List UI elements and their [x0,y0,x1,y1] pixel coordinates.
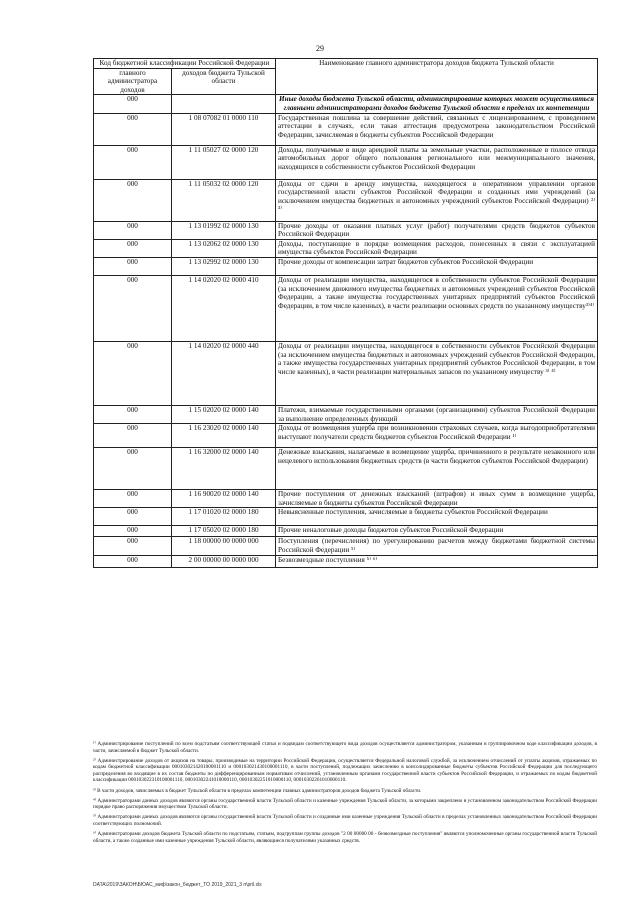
admin-code-cell: 000 [94,424,172,448]
page-number: 29 [316,44,324,53]
section-empty-cell [172,95,276,113]
income-name-cell: Доходы от реализации имущества, находящегося в собственности субъектов Российской Федерации (за исключением движимого имущества бюджетных и автономных учреждений субъектов Российской Федерации, а также имущества государственных унитарных предприятий субъектов Российской Федерации, в том числе казенных), в части реализации основных средств по указанному имуществу³⁾⁴⁾ [276,275,598,341]
income-code-cell: 2 00 00000 00 0000 000 [172,555,276,567]
section-admin-code: 000 [94,95,172,113]
admin-code-cell: 000 [94,221,172,239]
income-code-cell: 1 13 02062 02 0000 130 [172,239,276,257]
income-code-cell: 1 17 05020 02 0000 180 [172,526,276,537]
section-title: Иные доходы бюджета Тульской области, администрирование которых может осуществляться главными администраторами доходов бюджета Тульской области в пределах их компетенции [276,95,598,113]
admin-code-cell: 000 [94,508,172,526]
income-name-cell: Денежные взыскания, налагаемые в возмещение ущерба, причиненного в результате незаконного или нецелевого использования бюджетных средств (в части бюджетов субъектов Российской Федерации) [276,448,598,490]
income-name-cell: Доходы от реализации имущества, находящегося в собственности субъектов Российской Федерации (за исключением имущества бюджетных и автономных учреждений субъектов Российской Федерации, а также имущества государственных унитарных предприятий субъектов Российской Федерации, в том числе казенных), в части реализации материальных запасов по указанному имуществу ³⁾ ⁴⁾ [276,341,598,405]
footnote: ⁵⁾ Администраторами данных доходов являются органы государственной власти Тульской области и созданные ими казенные учреждения Тульской области в пределах установленных законодательством Российской Федерации соответствующих полномочий. [93,814,597,827]
footnote: ¹⁾ Администрирование поступлений по всем подстатьям соответствующей статьи и подвидам соответствующего вида доходов осуществляется администратором, указанным в группировочном коде классификации доходов, в части, зачисляемой в бюджет Тульской области. [93,741,597,754]
admin-code-cell: 000 [94,145,172,179]
admin-code-cell: 000 [94,537,172,555]
table-row [94,526,598,537]
income-name-cell: Прочие неналоговые доходы бюджетов субъектов Российской Федерации [276,526,598,537]
income-name-cell: Прочие доходы от оказания платных услуг (работ) получателями средств бюджетов субъектов Российской Федерации [276,221,598,239]
admin-code-cell: 000 [94,239,172,257]
admin-code-cell: 000 [94,405,172,423]
footnote: ⁴⁾ Администраторами данных доходов являются органы государственной власти Тульской области и казенные учреждения Тульской области, за которыми закреплено в установленном законодательством Российской Федерации порядке право распоряжения имуществом Тульской области. [93,797,597,811]
table-row [94,221,598,239]
income-code-cell: 1 14 02020 02 0000 410 [172,275,276,341]
table-row [94,405,598,423]
header-classification-code: Код бюджетной классификации Российской Федерации [94,59,276,69]
admin-code-cell: 000 [94,113,172,145]
income-code-cell: 1 18 00000 00 0000 000 [172,537,276,555]
table-row [94,113,598,145]
table-row [94,239,598,257]
admin-code-cell: 000 [94,490,172,508]
income-code-cell: 1 14 02020 02 0000 440 [172,341,276,405]
income-code-cell: 1 13 01992 02 0000 130 [172,221,276,239]
income-code-cell: 1 17 01020 02 0000 180 [172,508,276,526]
income-name-cell: Государственная пошлина за совершение действий, связанных с лицензированием, с проведением аттестации в случаях, если такая аттестация предусмотрена законодательством Российской Федерации, зачисляемая в бюджеты субъектов Российской Федерации [276,113,598,145]
file-path-footer: DATA\2019\ЗАКОН\БЮАС_миф\закон_бюджет_TO 2019_2021_3 п\pril.xls [93,882,262,888]
footnote: ⁶⁾ Администраторами доходов бюджета Тульской области по подстатьям, статьям, подгруппам группы доходов "2 00 00000 00 - безвозмездные поступления" являются уполномоченные органы государственной власти Тульской области, а также созданные ими казенные учреждения Тульской области, являющиеся получателями указанных средств. [93,831,597,844]
footnote: ³⁾ В части доходов, зачисляемых в бюджет Тульской области в пределах компетенции главных администраторов доходов бюджета Тульской области. [93,787,422,794]
income-code-cell: 1 16 32000 02 0000 140 [172,448,276,490]
table-row [94,257,598,275]
table-row [94,448,598,490]
income-code-cell: 1 08 07082 01 0000 110 [172,113,276,145]
income-name-cell: Доходы, получаемые в виде арендной платы за земельные участки, расположенные в полосе отвода автомобильных дорог общего пользования регионального или межмуниципального значения, находящихся в собственности субъектов Российской Федерации [276,145,598,179]
header-main-administrator: главного администратора доходов [94,68,172,95]
footnotes [93,741,597,848]
income-name-cell: Платежи, взимаемые государственными органами (организациями) субъектов Российской Федерации за выполнение определенных функций [276,405,598,423]
table-row [94,145,598,179]
income-classification-table [93,58,598,568]
income-name-cell: Поступления (перечисления) по урегулированию расчетов между бюджетами бюджетной системы Российской Федерации ⁵⁾ [276,537,598,555]
income-name-cell: Прочие доходы от компенсации затрат бюджетов субъектов Российской Федерации [276,257,598,275]
income-name-cell: Невыясненные поступления, зачисляемые в бюджеты субъектов Российской Федерации [276,508,598,526]
admin-code-cell: 000 [94,257,172,275]
admin-code-cell: 000 [94,341,172,405]
income-code-cell: 1 11 05027 02 0000 120 [172,145,276,179]
income-name-cell: Доходы, поступающие в порядке возмещения расходов, понесенных в связи с эксплуатацией имущества субъектов Российской Федерации [276,239,598,257]
table-row [94,537,598,555]
income-name-cell: Доходы от сдачи в аренду имущества, находящегося в оперативном управлении органов государственной власти субъектов Российской Федерации и созданных ими учреждений (за исключением имущества бюджетных и автономных учреждений субъектов Российской Федерации) ²⁾ ³⁾ [276,179,598,221]
income-name-cell: Прочие поступления от денежных взысканий (штрафов) и иных сумм в возмещение ущерба, зачисляемые в бюджеты субъектов Российской Федерации [276,490,598,508]
income-code-cell: 1 11 05032 02 0000 120 [172,179,276,221]
table-row [94,555,598,567]
admin-code-cell: 000 [94,526,172,537]
table-row [94,179,598,221]
footnote: ²⁾ Администрирование доходов от акцизов на товары, производимые на территории Российской Федерации, осуществляется Федеральной налоговой службой, за исключением отчислений от уплаты акцизов, отражаемых по кодам бюджетной классификации 000103021420100001110 и 000103021430100001110, в части поступлений, подлежащих зачислению в консолидированные бюджеты субъектов Российской Федерации для последующего распределения во входящие в их состав бюджеты по дифференцированным нормативам отчислений, установленным органами государственной власти субъектов Российской Федерации, и отражаемых по кодам бюджетной классификации 000103022310100001110, 00010302241010000110, 00010302251010000110, 00010302261010000110. [93,757,597,784]
table-row [94,275,598,341]
table-row [94,490,598,508]
table-row [94,341,598,405]
header-administrator-name: Наименование главного администратора доходов бюджета Тульской области [276,59,598,95]
table-header-row [94,59,598,69]
income-code-cell: 1 16 23020 02 0000 140 [172,424,276,448]
header-income-code: доходов бюджета Тульской области [172,68,276,95]
income-code-cell: 1 15 02020 02 0000 140 [172,405,276,423]
income-code-cell: 1 16 90020 02 0000 140 [172,490,276,508]
admin-code-cell: 000 [94,179,172,221]
section-row [94,95,598,113]
income-name-cell: Безвозмездные поступления ⁵⁾ ⁶⁾ [276,555,598,567]
income-code-cell: 1 13 02992 02 0000 130 [172,257,276,275]
income-name-cell: Доходы от возмещения ущерба при возникновении страховых случаев, когда выгодоприобретателями выступают получатели средств бюджетов субъектов Российской Федерации ¹⁾ [276,424,598,448]
table-row [94,424,598,448]
table-row [94,508,598,526]
admin-code-cell: 000 [94,448,172,490]
admin-code-cell: 000 [94,555,172,567]
admin-code-cell: 000 [94,275,172,341]
